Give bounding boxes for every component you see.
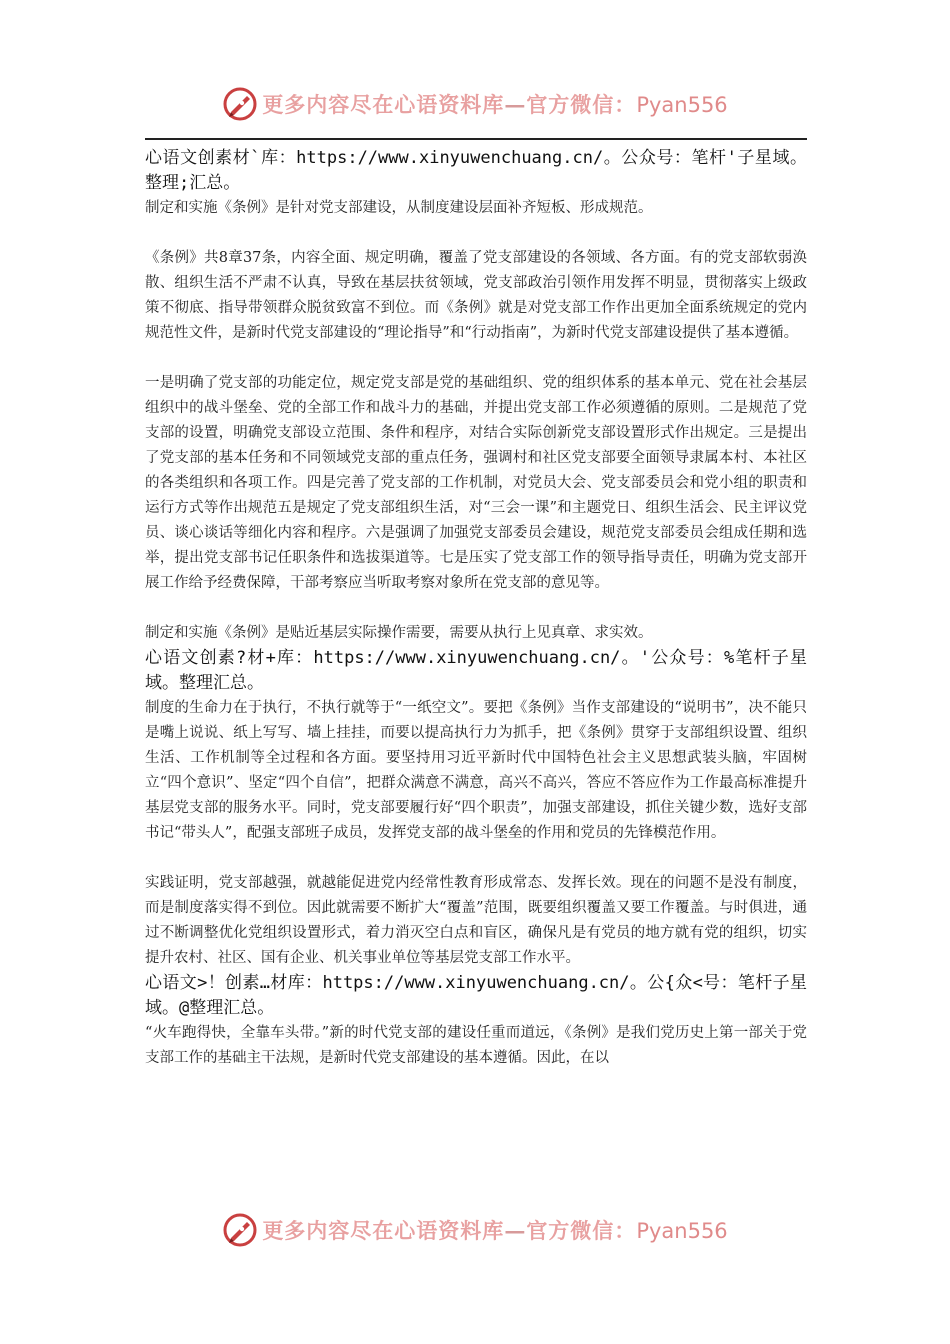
paragraph: 制度的生命力在于执行，不执行就等于“一纸空文”。要把《条例》当作支部建设的“说明书”，决不能只是嘴上说说、纸上写写、墙上挂挂，而要以提高执行力为抓手，把《条例》贯穿于支部组织设置、组织生活、工作机制等全过程和各方面。要坚持用习近平新时代中国特色社会主义思想武装头脑，牢固树立“四个意识”、坚定“四个自信”，把群众满意不满意，高兴不高兴，答应不答应作为工作最高标准提升基层党支部的服务水平。同时，党支部要履行好“四个职责”，加强支部建设，抓住关键少数，选好支部书记“带头人”，配强支部班子成员，发挥党支部的战斗堡垒的作用和党员的先锋模范作用。 [145,700,807,841]
banner-separator: — [504,92,527,117]
document-body [145,146,807,1071]
footer-banner [0,1210,950,1250]
source-line: 心语文创素?材+库：https://www.xinyuwenchuang.cn/。'公众号：%笔杆子星域。整理汇总。 [145,648,807,693]
banner-main-text: 更多内容尽在心语资料库 [262,92,505,117]
banner-label: 官方微信： [526,1218,637,1243]
paragraph: 《条例》共8章37条，内容全面、规定明确，覆盖了党支部建设的各领域、各方面。有的党支部软弱涣散、组织生活不严肃不认真，导致在基层扶贫领域，党支部政治引领作用发挥不明显，贯彻落实上级政策不彻底、指导带领群众脱贫致富不到位。而《条例》就是对党支部工作作出更加全面系统规定的党内规范性文件，是新时代党支部建设的“理论指导”和“行动指南”，为新时代党支部建设提供了基本遵循。 [145,250,807,341]
source-line: 心语文创素材`库：https://www.xinyuwenchuang.cn/。公众号：笔杆'子星域。整理;汇总。 [145,148,807,193]
header-banner [0,84,950,124]
banner-separator: — [504,1218,527,1243]
paragraph: 制定和实施《条例》是贴近基层实际操作需要，需要从执行上见真章、求实效。 [145,625,653,641]
paragraph-gap [145,346,807,371]
banner-text [262,89,727,119]
banner-text [262,1215,727,1245]
paragraph: 制定和实施《条例》是针对党支部建设，从制度建设层面补齐短板、形成规范。 [145,200,653,216]
source-line: 心语文>！创素…材库：https://www.xinyuwenchuang.cn/。公{众<号：笔杆子星域。@整理汇总。 [145,973,807,1018]
banner-handle: Pyan556 [636,1219,728,1243]
banner-label: 官方微信： [526,92,637,117]
pen-logo-icon [222,86,258,122]
banner-main-text: 更多内容尽在心语资料库 [262,1218,505,1243]
pen-logo-icon [222,1212,258,1248]
paragraph: “火车跑得快，全靠车头带。”新的时代党支部的建设任重而道远，《条例》是我们党历史上第一部关于党支部工作的基础主干法规，是新时代党支部建设的基本遵循。因此，在以 [145,1025,807,1066]
paragraph-gap [145,596,807,621]
banner-handle: Pyan556 [636,93,728,117]
paragraph: 实践证明，党支部越强，就越能促进党内经常性教育形成常态、发挥长效。现在的问题不是没有制度，而是制度落实得不到位。因此就需要不断扩大“覆盖”范围，既要组织覆盖又要工作覆盖。与时俱进，通过不断调整优化党组织设置形式，着力消灭空白点和盲区，确保凡是有党员的地方就有党的组织，切实提升农村、社区、国有企业、机关事业单位等基层党支部工作水平。 [145,875,807,966]
paragraph: 一是明确了党支部的功能定位，规定党支部是党的基础组织、党的组织体系的基本单元、党在社会基层组织中的战斗堡垒、党的全部工作和战斗力的基础，并提出党支部工作必须遵循的原则。二是规范了党支部的设置，明确党支部设立范围、条件和程序，对结合实际创新党支部设置形式作出规定。三是提出了党支部的基本任务和不同领域党支部的重点任务，强调村和社区党支部要全面领导隶属本村、本社区的各类组织和各项工作。四是完善了党支部的工作机制，对党员大会、党支部委员会和党小组的职责和运行方式等作出规范五是规定了党支部组织生活，对“三会一课”和主题党日、组织生活会、民主评议党员、谈心谈话等细化内容和程序。六是强调了加强党支部委员会建设，规范党支部委员会组成任期和选举，提出党支部书记任职条件和选拔渠道等。七是压实了党支部工作的领导指导责任，明确为党支部开展工作给予经费保障，干部考察应当听取考察对象所在党支部的意见等。 [145,375,807,591]
paragraph-gap [145,221,807,246]
paragraph-gap [145,846,807,871]
header-rule [145,138,807,140]
